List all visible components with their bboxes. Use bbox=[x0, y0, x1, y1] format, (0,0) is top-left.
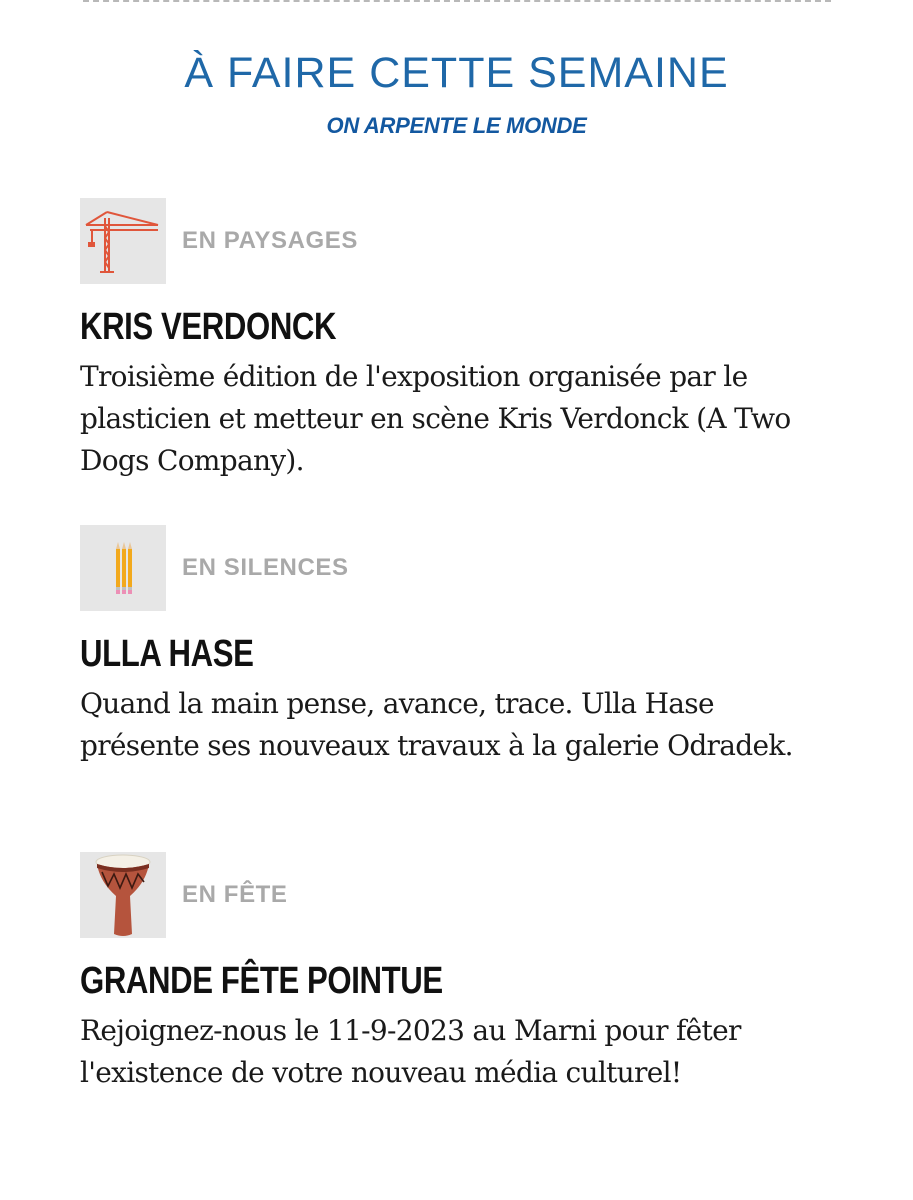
section-title: À FAIRE CETTE SEMAINE bbox=[184, 49, 729, 97]
section-subtitle: ON ARPENTE LE MONDE bbox=[326, 113, 587, 138]
agenda-item bbox=[80, 852, 840, 1094]
section-header bbox=[0, 46, 913, 140]
item-description: Quand la main pense, avance, trace. Ulla Hase présente ses nouveaux travaux à la galerie Odradek. bbox=[80, 687, 793, 762]
construction-crane-icon bbox=[80, 198, 166, 284]
agenda-item bbox=[80, 198, 840, 482]
category-label: EN SILENCES bbox=[182, 554, 349, 581]
item-title[interactable]: GRANDE FÊTE POINTUE bbox=[80, 960, 443, 1002]
pencils-icon bbox=[80, 525, 166, 611]
category-row bbox=[80, 525, 840, 611]
item-title[interactable]: ULLA HASE bbox=[80, 633, 254, 675]
dashed-divider bbox=[83, 0, 831, 2]
category-row bbox=[80, 198, 840, 284]
category-label: EN FÊTE bbox=[182, 881, 288, 908]
agenda-item bbox=[80, 525, 840, 767]
category-row bbox=[80, 852, 840, 938]
item-description: Troisième édition de l'exposition organisée par le plasticien et metteur en scène Kris Verdonck (A Two Dogs Company). bbox=[80, 360, 791, 477]
djembe-drum-icon bbox=[80, 852, 166, 938]
item-description: Rejoignez-nous le 11-9-2023 au Marni pour fêter l'existence de votre nouveau média culturel! bbox=[80, 1014, 741, 1089]
category-label: EN PAYSAGES bbox=[182, 227, 358, 254]
item-title[interactable]: KRIS VERDONCK bbox=[80, 306, 337, 348]
